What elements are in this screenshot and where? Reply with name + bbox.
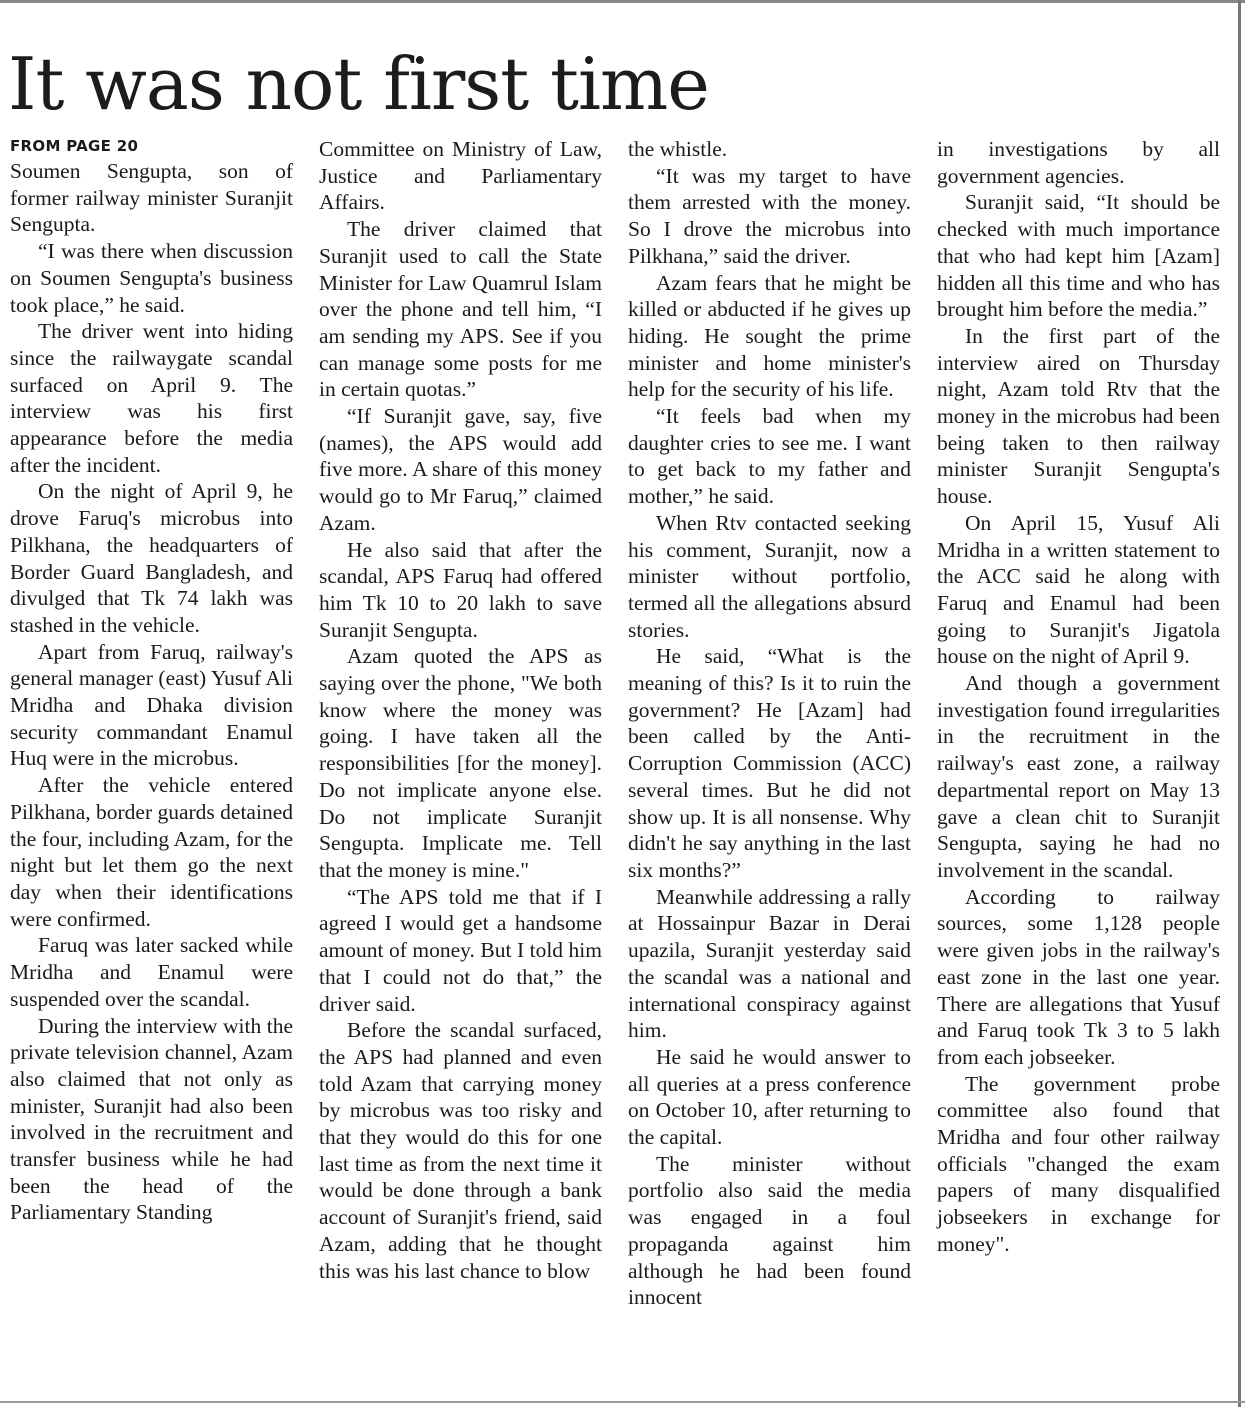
paragraph: Before the scandal surfaced, the APS had planned and even told Azam that carrying money by microbus was too risky and that they would do this for one last time as from the next time it would be done through a bank account of Suranjit's friend, said Azam, adding that he thought this was his last chance to blow xyxy=(319,1018,602,1283)
paragraph: The government probe committee also found that Mridha and four other railway officials "changed the exam papers of many disqualified jobseekers in exchange for money". xyxy=(937,1071,1220,1256)
column-2 xyxy=(319,136,602,1311)
paragraph: Faruq was later sacked while Mridha and Enamul were suspended over the scandal. xyxy=(10,933,293,1011)
paragraph: “It feels bad when my daughter cries to see me. I want to get back to my father and mother,” he said. xyxy=(628,404,911,509)
article-body xyxy=(10,136,1220,1311)
bottom-border xyxy=(0,1401,1245,1403)
paragraph: Committee on Ministry of Law, Justice and Parliamentary Affairs. xyxy=(319,137,602,215)
paragraph: When Rtv contacted seeking his comment, Suranjit, now a minister without portfolio, termed all the allegations absurd stories. xyxy=(628,510,911,642)
column-1 xyxy=(10,136,293,1311)
column-4 xyxy=(937,136,1220,1311)
paragraph: in investigations by all government agencies. xyxy=(937,137,1220,188)
right-border xyxy=(1238,0,1241,1407)
paragraph: He said he would answer to all queries at a press conference on October 10, after returning to the capital. xyxy=(628,1044,911,1150)
continued-from-label: FROM PAGE 20 xyxy=(10,137,139,155)
top-border xyxy=(0,0,1245,3)
paragraph: The driver claimed that Suranjit used to call the State Minister for Law Quamrul Islam over the phone and tell him, “I am sending my APS. See if you can manage some posts for me in certain quotas.” xyxy=(319,217,602,402)
paragraph: Meanwhile addressing a rally at Hossainpur Bazar in Derai upazila, Suranjit yesterday said the scandal was a national and international conspiracy against him. xyxy=(628,884,911,1043)
paragraph: After the vehicle entered Pilkhana, border guards detained the four, including Azam, for the night but let them go the next day when their identifications were confirmed. xyxy=(10,773,293,931)
paragraph: And though a government investigation found irregularities in the recruitment in the railway's east zone, a railway departmental report on May 13 gave a clean chit to Suranjit Sengupta, saying he had no involvement in the scandal. xyxy=(937,671,1220,882)
paragraph: Suranjit said, “It should be checked with much importance that who had kept him [Azam] hidden all this time and who has brought him before the media.” xyxy=(937,190,1220,322)
paragraph: “If Suranjit gave, say, five (names), the APS would add five more. A share of this money would go to Mr Faruq,” claimed Azam. xyxy=(319,404,602,535)
column-3 xyxy=(628,136,911,1311)
paragraph: He also said that after the scandal, APS Faruq had offered him Tk 10 to 20 lakh to save Suranjit Sengupta. xyxy=(319,537,602,642)
paragraph: Apart from Faruq, railway's general manager (east) Yusuf Ali Mridha and Dhaka division security commandant Enamul Huq were in the microbus. xyxy=(10,639,293,771)
paragraph: The minister without portfolio also said the media was engaged in a foul propaganda against him although he had been found innocent xyxy=(628,1151,911,1310)
paragraph: On April 15, Yusuf Ali Mridha in a written statement to the ACC said he along with Faruq and Enamul had been going to Suranjit's Jigatola house on the night of April 9. xyxy=(937,510,1220,669)
paragraph: On the night of April 9, he drove Faruq's microbus into Pilkhana, the headquarters of Border Guard Bangladesh, and divulged that Tk 74 lakh was stashed in the vehicle. xyxy=(10,479,293,637)
paragraph: “The APS told me that if I agreed I would get a handsome amount of money. But I told him that I could not do that,” the driver said. xyxy=(319,884,602,1016)
paragraph: The driver went into hiding since the railwaygate scandal surfaced on April 9. The interview was his first appearance before the media after the incident. xyxy=(10,319,293,477)
headline: It was not first time xyxy=(8,42,709,126)
paragraph: In the first part of the interview aired on Thursday night, Azam told Rtv that the money in the microbus had been being taken to then railway minister Suranjit Sengupta's house. xyxy=(937,323,1220,509)
paragraph: According to railway sources, some 1,128 people were given jobs in the railway's east zone in the last one year. There are allegations that Yusuf and Faruq took Tk 3 to 5 lakh from each jobseeker. xyxy=(937,884,1220,1069)
paragraph: “It was my target to have them arrested with the money. So I drove the microbus into Pilkhana,” said the driver. xyxy=(628,163,911,268)
paragraph: Azam quoted the APS as saying over the phone, "We both know where the money was going. I have taken all the responsibilities [for the money]. Do not implicate anyone else. Do not implicate Suranjit Sengupta. Implicate me. Tell that the money is mine." xyxy=(319,644,602,882)
paragraph: Azam fears that he might be killed or abducted if he gives up hiding. He sought the prime minister and home minister's help for the security of his life. xyxy=(628,270,911,402)
paragraph: He said, “What is the meaning of this? Is it to ruin the government? He [Azam] had been called by the Anti-Corruption Commission (ACC) several times. But he did not show up. It is all nonsense. Why didn't he say anything in the last six months?” xyxy=(628,644,911,882)
paragraph: the whistle. xyxy=(628,137,728,161)
paragraph: “I was there when discussion on Soumen Sengupta's business took place,” he said. xyxy=(10,239,293,317)
paragraph: Soumen Sengupta, son of former railway minister Suranjit Sengupta. xyxy=(10,159,293,237)
paragraph: During the interview with the private television channel, Azam also claimed that not only as minister, Suranjit had also been involved in the recruitment and transfer business while he had been the head of the Parliamentary Standing xyxy=(10,1013,293,1225)
